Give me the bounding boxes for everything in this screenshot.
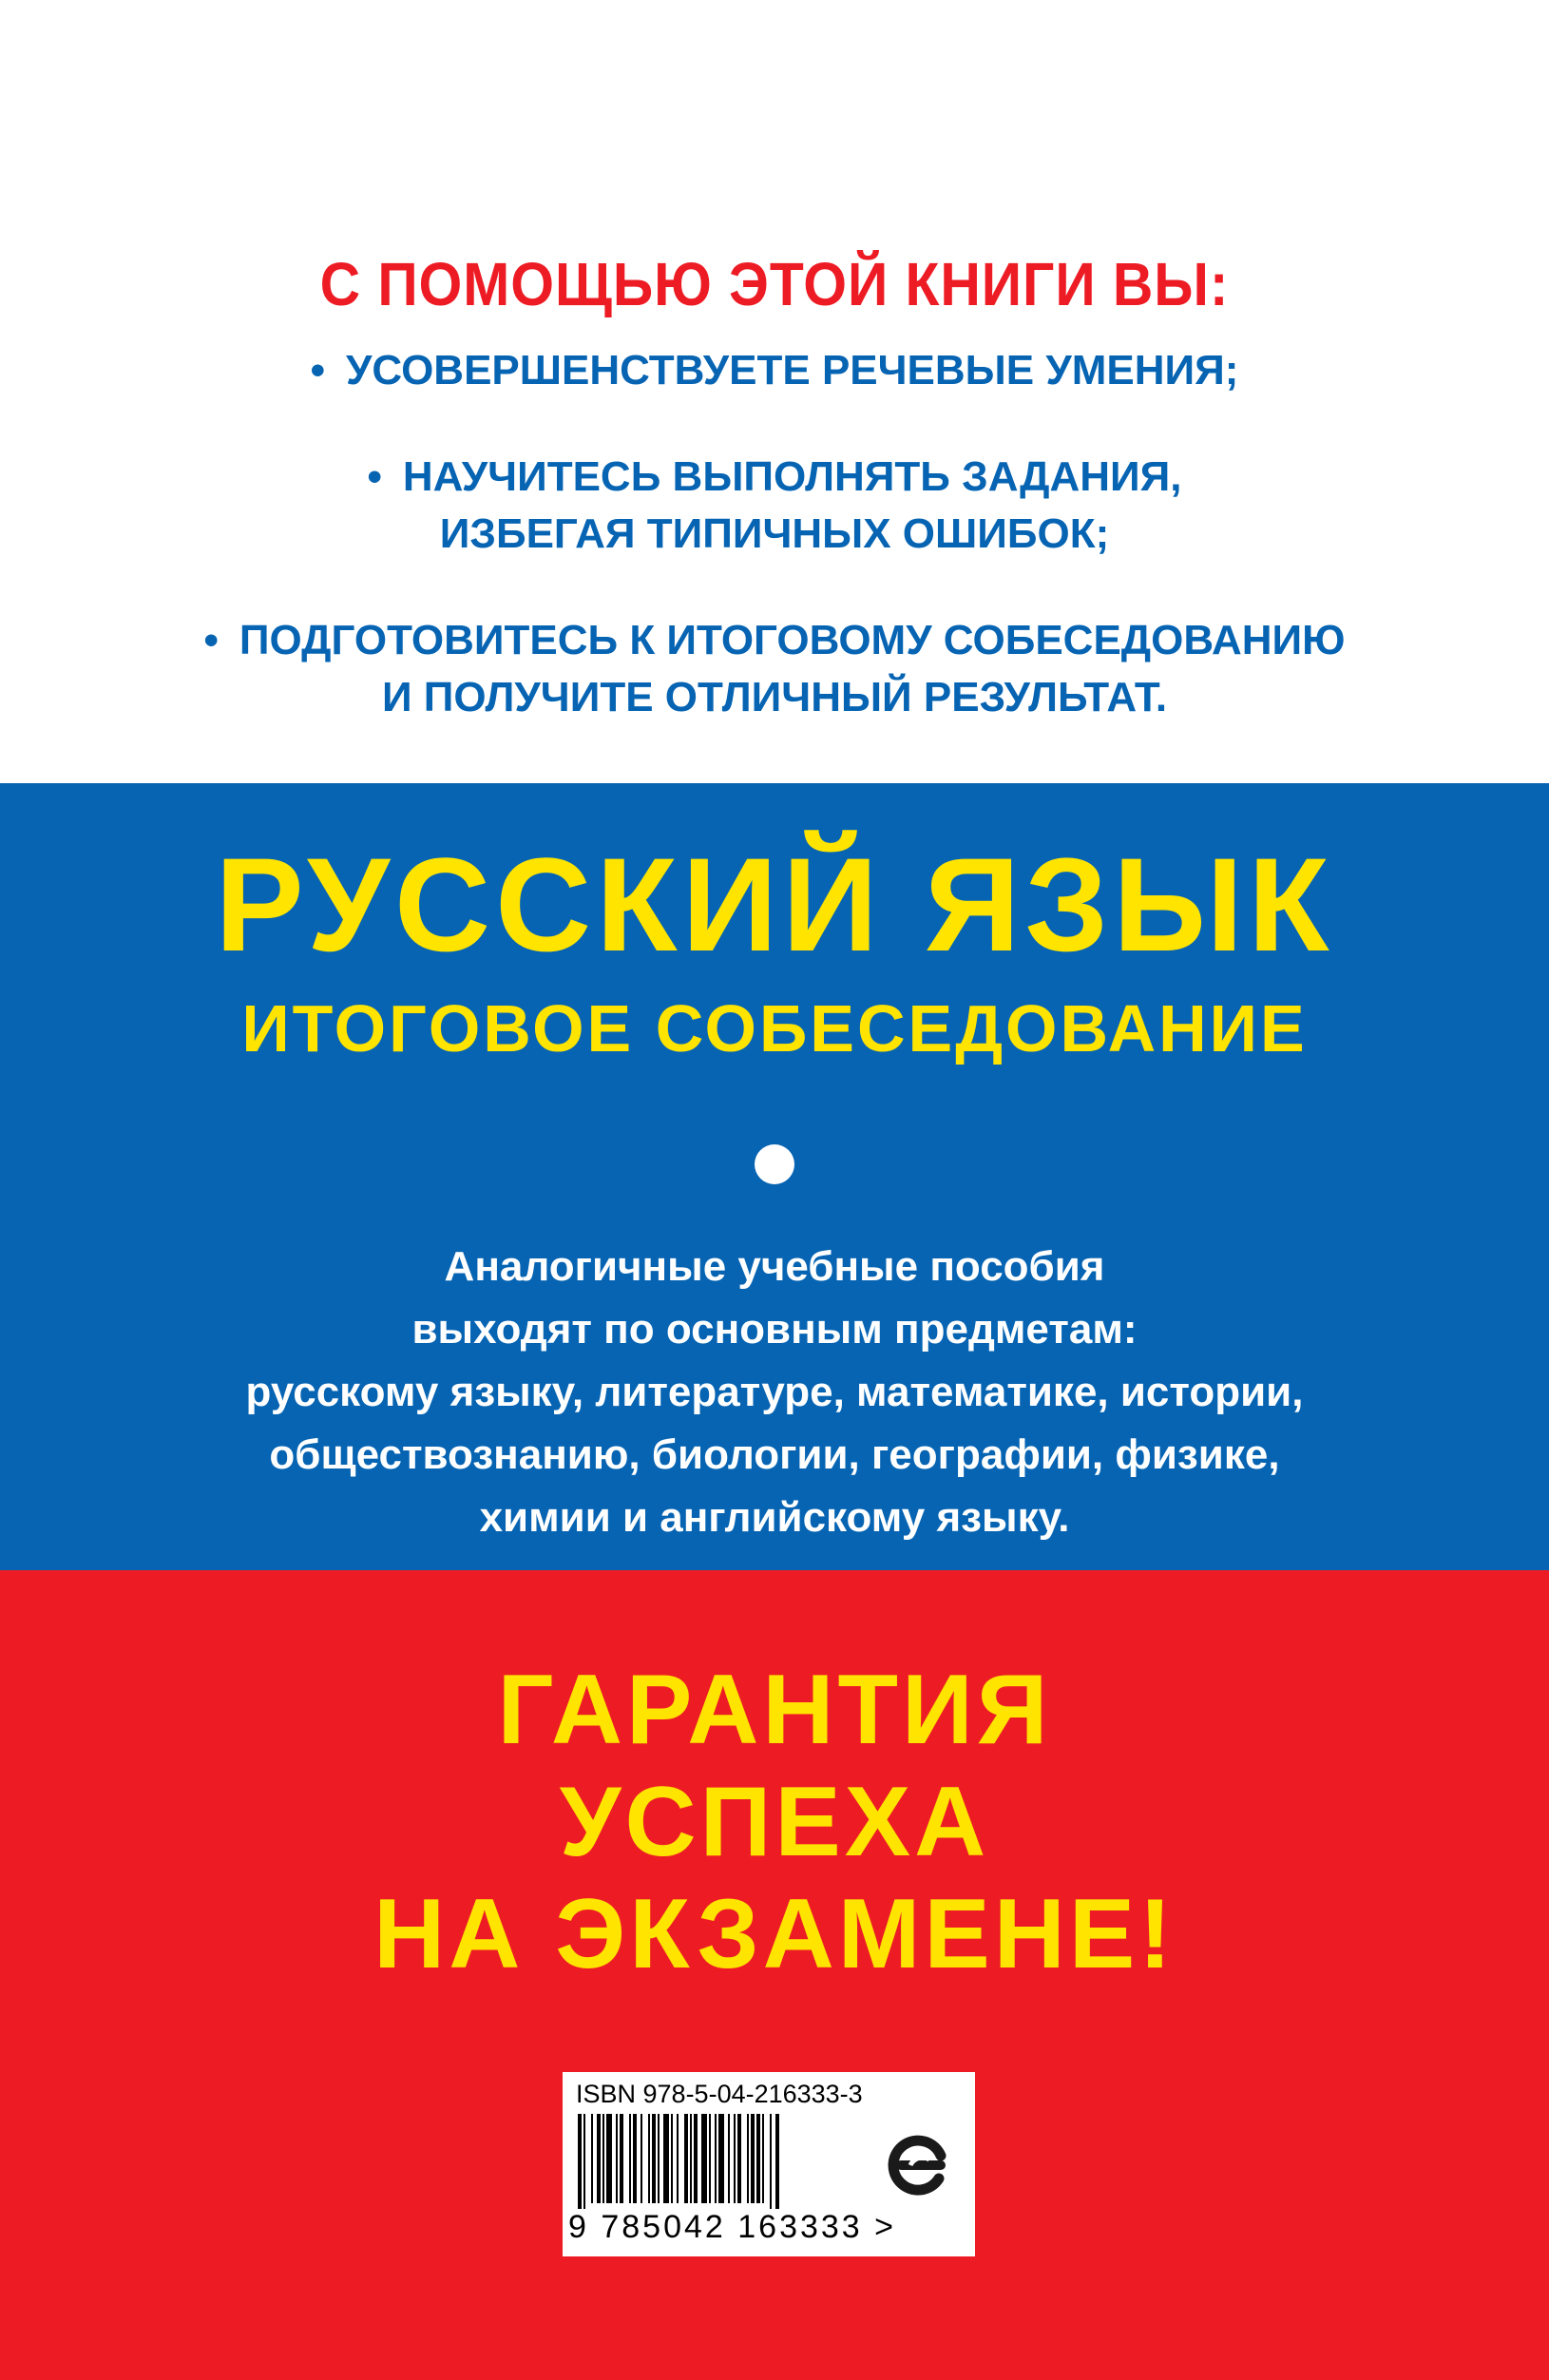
barcode-bar — [602, 2114, 604, 2203]
barcode-icon — [576, 2114, 861, 2209]
bullet-icon: • — [310, 347, 326, 393]
benefits-list — [0, 342, 1549, 776]
slogan-line: НА ЭКЗАМЕНЕ! — [373, 1879, 1176, 1989]
barcode-bar — [756, 2114, 760, 2203]
barcode-bar — [671, 2114, 673, 2203]
barcode-bar — [641, 2114, 642, 2203]
barcode-bar — [652, 2114, 656, 2203]
barcode-bar — [751, 2114, 755, 2203]
benefit-line: • ПОДГОТОВИТЕСЬ К ИТОГОВОМУ СОБЕСЕДОВАНИЮ — [203, 617, 1346, 663]
isbn-number: ISBN 978-5-04-216333-3 — [576, 2080, 863, 2108]
benefit-item — [0, 342, 1549, 399]
barcode-bar — [694, 2114, 698, 2203]
info-line: русскому языку, литературе, математике, истории, — [245, 1369, 1304, 1415]
barcode-bar — [775, 2114, 779, 2209]
guarantee-slogan — [0, 1654, 1549, 1990]
barcode-bar — [597, 2114, 601, 2203]
slogan-line: ГАРАНТИЯ — [497, 1655, 1052, 1765]
barcode-bar — [629, 2114, 631, 2203]
bullet-icon: • — [367, 453, 382, 500]
barcode-bar — [620, 2114, 623, 2203]
bullet-icon: • — [203, 617, 219, 663]
barcode-bar — [709, 2114, 711, 2203]
info-line: обществознанию, биологии, географии, физике, — [269, 1431, 1280, 1478]
benefit-item — [0, 449, 1549, 563]
info-line: химии и английскому языку. — [479, 1494, 1070, 1541]
barcode-bar — [663, 2114, 669, 2203]
barcode-bar — [633, 2114, 637, 2203]
barcode-bar — [677, 2114, 679, 2203]
benefit-line: ИЗБЕГАЯ ТИПИЧНЫХ ОШИБОК; — [439, 510, 1110, 557]
barcode-bar — [648, 2114, 650, 2203]
barcode-bar — [591, 2114, 593, 2203]
barcode-bar — [690, 2114, 692, 2203]
series-info — [0, 1236, 1549, 1549]
info-line: выходят по основным предметам: — [411, 1306, 1138, 1353]
barcode-bar — [701, 2114, 707, 2203]
barcode-bar — [616, 2114, 618, 2203]
benefit-line: • УСОВЕРШЕНСТВУЕТЕ РЕЧЕВЫЕ УМЕНИЯ; — [310, 347, 1239, 393]
barcode-bar — [770, 2114, 772, 2209]
benefit-line: И ПОЛУЧИТЕ ОТЛИЧНЫЙ РЕЗУЛЬТАТ. — [381, 674, 1168, 720]
benefit-line: • НАУЧИТЕСЬ ВЫПОЛНЯТЬ ЗАДАНИЯ, — [367, 453, 1182, 500]
barcode-bar — [718, 2114, 724, 2203]
barcode-bar — [737, 2114, 741, 2203]
barcode-bar — [734, 2114, 736, 2203]
eksmo-logo-icon — [882, 2127, 958, 2203]
benefits-heading: С ПОМОЩЬЮ ЭТОЙ КНИГИ ВЫ: — [319, 250, 1230, 318]
barcode-bar — [728, 2114, 730, 2203]
slogan-line: УСПЕХА — [559, 1767, 990, 1877]
barcode-bar — [578, 2114, 582, 2209]
separator-dot-icon — [755, 1144, 794, 1184]
barcode-bar — [684, 2114, 688, 2203]
barcode-bar — [583, 2114, 585, 2209]
barcode-bar — [606, 2114, 612, 2203]
barcode-digits: 9 785042 163333 > — [568, 2209, 897, 2245]
barcode-bar — [747, 2114, 749, 2203]
barcode-block — [563, 2072, 975, 2256]
book-title: РУССКИЙ ЯЗЫК — [215, 830, 1334, 979]
info-line: Аналогичные учебные пособия — [444, 1243, 1105, 1290]
book-subtitle: ИТОГОВОЕ СОБЕСЕДОВАНИЕ — [241, 991, 1308, 1065]
barcode-bar — [658, 2114, 660, 2203]
benefit-item — [0, 612, 1549, 726]
barcode-bar — [715, 2114, 717, 2203]
barcode-bar — [762, 2114, 764, 2203]
